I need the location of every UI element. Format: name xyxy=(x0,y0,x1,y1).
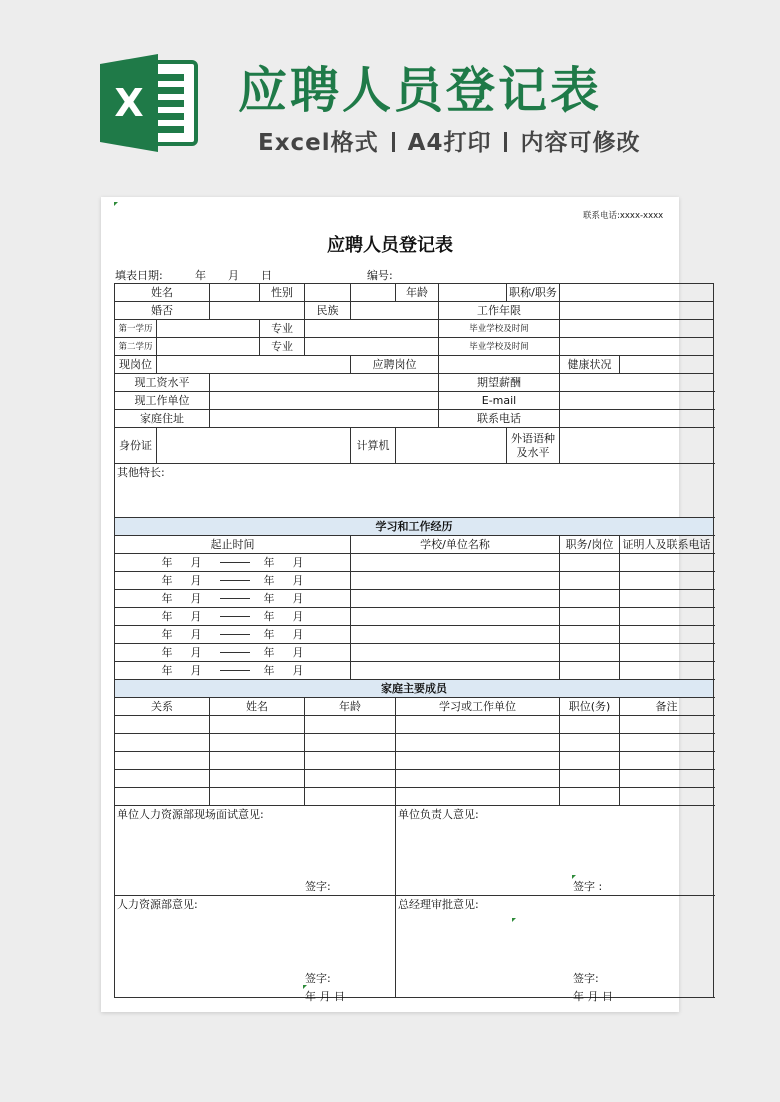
signature-label-hr-dept: 签字: xyxy=(305,972,331,985)
label-ethnicity: 民族 xyxy=(305,302,351,320)
end-month: 月 xyxy=(292,573,304,587)
end-year: 年 xyxy=(263,645,275,659)
label-contact-phone: 联系电话 xyxy=(439,410,560,428)
start-month: 月 xyxy=(190,609,202,623)
value-marital[interactable] xyxy=(210,302,305,320)
value-school-time-1[interactable] xyxy=(560,320,714,338)
label-title-position: 职称/职务 xyxy=(507,284,560,302)
end-year: 年 xyxy=(263,663,275,677)
header-period: 起止时间 xyxy=(115,536,351,554)
start-month: 月 xyxy=(190,555,202,569)
study-post-cell[interactable] xyxy=(560,644,620,662)
other-skills-field[interactable] xyxy=(115,464,714,518)
end-year: 年 xyxy=(263,627,275,641)
label-major-2: 专业 xyxy=(260,338,305,356)
fill-date-label: 填表日期: xyxy=(115,269,163,282)
family-row xyxy=(115,734,714,752)
family-row xyxy=(115,716,714,734)
start-month: 月 xyxy=(190,627,202,641)
study-period-cell[interactable] xyxy=(115,554,351,572)
study-rows xyxy=(115,554,714,680)
label-email: E-mail xyxy=(439,392,560,410)
end-month: 月 xyxy=(292,645,304,659)
family-position-cell[interactable] xyxy=(560,734,620,752)
study-period-cell[interactable] xyxy=(115,590,351,608)
study-period-cell[interactable] xyxy=(115,626,351,644)
label-gm-approval: 总经理审批意见: xyxy=(398,898,479,911)
study-school-cell[interactable] xyxy=(351,590,560,608)
family-unit-cell[interactable] xyxy=(396,770,560,788)
family-position-cell[interactable] xyxy=(560,788,620,806)
study-row xyxy=(115,608,714,626)
study-post-cell[interactable] xyxy=(560,608,620,626)
header-member-unit: 学习或工作单位 xyxy=(396,698,560,716)
study-reference-cell[interactable] xyxy=(620,626,714,644)
label-unit-head: 单位负责人意见: xyxy=(398,808,479,821)
label-current-post: 现岗位 xyxy=(115,356,157,374)
template-banner xyxy=(0,0,780,200)
label-name: 姓名 xyxy=(115,284,210,302)
study-reference-cell[interactable] xyxy=(620,590,714,608)
period-dash xyxy=(220,616,250,617)
family-age-cell[interactable] xyxy=(305,770,396,788)
family-row xyxy=(115,770,714,788)
cell-comment-marker xyxy=(572,875,576,879)
period-dash xyxy=(220,670,250,671)
print-label: A4打印 xyxy=(407,130,492,156)
label-first-degree: 第一学历 xyxy=(115,320,157,338)
value-expected-salary[interactable] xyxy=(560,374,714,392)
value-ethnicity[interactable] xyxy=(351,302,439,320)
label-work-years: 工作年限 xyxy=(439,302,560,320)
start-year: 年 xyxy=(161,609,173,623)
editable-label: 内容可修改 xyxy=(520,130,641,156)
study-post-cell[interactable] xyxy=(560,572,620,590)
value-gender[interactable] xyxy=(305,284,351,302)
family-notes-cell[interactable] xyxy=(620,752,714,770)
value-title-position[interactable] xyxy=(560,284,714,302)
end-year: 年 xyxy=(263,591,275,605)
end-month: 月 xyxy=(292,663,304,677)
banner-title: 应聘人员登记表 xyxy=(238,62,603,119)
value-school-time-2[interactable] xyxy=(560,338,714,356)
family-name-cell[interactable] xyxy=(210,770,305,788)
study-school-cell[interactable] xyxy=(351,572,560,590)
value-address[interactable] xyxy=(210,410,439,428)
value-age-blank[interactable] xyxy=(351,284,396,302)
label-second-degree: 第二学历 xyxy=(115,338,157,356)
header-post: 职务/岗位 xyxy=(560,536,620,554)
study-post-cell[interactable] xyxy=(560,626,620,644)
value-first-degree[interactable] xyxy=(157,320,260,338)
signature-label-unit-head: 签字 : xyxy=(573,880,603,893)
value-current-salary[interactable] xyxy=(210,374,439,392)
family-relation-cell[interactable] xyxy=(115,770,210,788)
study-row xyxy=(115,626,714,644)
family-unit-cell[interactable] xyxy=(396,788,560,806)
value-major-2[interactable] xyxy=(305,338,439,356)
value-health[interactable] xyxy=(620,356,714,374)
label-school-time-2: 毕业学校及时间 xyxy=(439,338,560,356)
family-relation-cell[interactable] xyxy=(115,716,210,734)
header-member-notes: 备注 xyxy=(620,698,714,716)
period-dash xyxy=(220,598,250,599)
family-notes-cell[interactable] xyxy=(620,788,714,806)
hr-dept-opinion[interactable] xyxy=(115,896,396,998)
label-school-time-1: 毕业学校及时间 xyxy=(439,320,560,338)
start-year: 年 xyxy=(161,645,173,659)
study-reference-cell[interactable] xyxy=(620,644,714,662)
value-age[interactable] xyxy=(439,284,507,302)
logo-letter: X xyxy=(114,81,144,125)
date-label-hr-dept: 年 月 日 xyxy=(305,990,345,1003)
period-dash xyxy=(220,580,250,581)
family-unit-cell[interactable] xyxy=(396,716,560,734)
language-label-line-2: 及水平 xyxy=(516,445,550,459)
start-month: 月 xyxy=(190,663,202,677)
form-sheet xyxy=(101,197,711,1012)
label-language xyxy=(507,428,560,464)
value-second-degree[interactable] xyxy=(157,338,260,356)
label-health: 健康状况 xyxy=(560,356,620,374)
label-id-card: 身份证 xyxy=(115,428,157,464)
language-label-line-1: 外语语种 xyxy=(511,431,555,445)
family-name-cell[interactable] xyxy=(210,752,305,770)
label-hr-interview: 单位人力资源部现场面试意见: xyxy=(117,808,264,821)
family-unit-cell[interactable] xyxy=(396,734,560,752)
value-name[interactable] xyxy=(210,284,260,302)
end-year: 年 xyxy=(263,555,275,569)
excel-logo-icon xyxy=(100,54,200,152)
family-name-cell[interactable] xyxy=(210,734,305,752)
divider xyxy=(392,132,395,152)
registration-form-table xyxy=(114,283,714,998)
divider xyxy=(504,132,507,152)
contact-phone-header: 联系电话:xxxx-xxxx xyxy=(583,211,664,221)
cell-comment-marker xyxy=(114,202,118,206)
year-label: 年 xyxy=(195,269,206,282)
signature-label-hr-interview: 签字: xyxy=(305,880,331,893)
family-name-cell[interactable] xyxy=(210,788,305,806)
study-reference-cell[interactable] xyxy=(620,554,714,572)
end-month: 月 xyxy=(292,555,304,569)
study-school-cell[interactable] xyxy=(351,662,560,680)
label-other-skills: 其他特长: xyxy=(117,466,165,479)
end-year: 年 xyxy=(263,609,275,623)
family-name-cell[interactable] xyxy=(210,716,305,734)
cell-comment-marker xyxy=(512,918,516,922)
study-school-cell[interactable] xyxy=(351,644,560,662)
family-relation-cell[interactable] xyxy=(115,752,210,770)
value-contact-phone[interactable] xyxy=(560,410,714,428)
end-year: 年 xyxy=(263,573,275,587)
start-year: 年 xyxy=(161,591,173,605)
format-label: Excel格式 xyxy=(258,130,379,156)
start-year: 年 xyxy=(161,573,173,587)
start-month: 月 xyxy=(190,591,202,605)
family-relation-cell[interactable] xyxy=(115,734,210,752)
number-label: 编号: xyxy=(367,269,393,282)
family-row xyxy=(115,752,714,770)
period-dash xyxy=(220,562,250,563)
study-reference-cell[interactable] xyxy=(620,662,714,680)
family-position-cell[interactable] xyxy=(560,716,620,734)
unit-head-opinion[interactable] xyxy=(396,806,714,896)
label-applied-post: 应聘岗位 xyxy=(351,356,439,374)
end-month: 月 xyxy=(292,591,304,605)
family-unit-cell[interactable] xyxy=(396,752,560,770)
study-school-cell[interactable] xyxy=(351,626,560,644)
header-member-name: 姓名 xyxy=(210,698,305,716)
value-email[interactable] xyxy=(560,392,714,410)
start-month: 月 xyxy=(190,573,202,587)
label-expected-salary: 期望薪酬 xyxy=(439,374,560,392)
end-month: 月 xyxy=(292,627,304,641)
cell-comment-marker xyxy=(303,985,307,989)
month-label: 月 xyxy=(228,269,239,282)
label-marital: 婚否 xyxy=(115,302,210,320)
family-position-cell[interactable] xyxy=(560,770,620,788)
study-period-cell[interactable] xyxy=(115,572,351,590)
hr-interview-opinion[interactable] xyxy=(115,806,396,896)
study-post-cell[interactable] xyxy=(560,554,620,572)
study-work-section-title: 学习和工作经历 xyxy=(115,518,714,536)
period-dash xyxy=(220,652,250,653)
study-period-cell[interactable] xyxy=(115,608,351,626)
start-year: 年 xyxy=(161,663,173,677)
label-gender: 性别 xyxy=(260,284,305,302)
family-notes-cell[interactable] xyxy=(620,716,714,734)
value-id-card[interactable] xyxy=(157,428,351,464)
study-school-cell[interactable] xyxy=(351,554,560,572)
study-school-cell[interactable] xyxy=(351,608,560,626)
study-reference-cell[interactable] xyxy=(620,608,714,626)
label-current-salary: 现工资水平 xyxy=(115,374,210,392)
label-major-1: 专业 xyxy=(260,320,305,338)
family-position-cell[interactable] xyxy=(560,752,620,770)
period-dash xyxy=(220,634,250,635)
header-member-position: 职位(务) xyxy=(560,698,620,716)
start-year: 年 xyxy=(161,627,173,641)
study-row xyxy=(115,644,714,662)
family-notes-cell[interactable] xyxy=(620,734,714,752)
study-period-cell[interactable] xyxy=(115,662,351,680)
study-row xyxy=(115,554,714,572)
value-language[interactable] xyxy=(560,428,714,464)
study-row xyxy=(115,662,714,680)
value-computer[interactable] xyxy=(396,428,507,464)
start-month: 月 xyxy=(190,645,202,659)
header-reference: 证明人及联系电话 xyxy=(620,536,714,554)
signature-label-gm: 签字: xyxy=(573,972,599,985)
value-current-post[interactable] xyxy=(157,356,351,374)
family-section-title: 家庭主要成员 xyxy=(115,680,714,698)
form-title: 应聘人员登记表 xyxy=(327,235,453,256)
day-label: 日 xyxy=(261,269,272,282)
family-age-cell[interactable] xyxy=(305,752,396,770)
header-relation: 关系 xyxy=(115,698,210,716)
study-post-cell[interactable] xyxy=(560,662,620,680)
label-address: 家庭住址 xyxy=(115,410,210,428)
header-school-unit: 学校/单位名称 xyxy=(351,536,560,554)
start-year: 年 xyxy=(161,555,173,569)
date-label-gm: 年 月 日 xyxy=(573,990,613,1003)
study-row xyxy=(115,590,714,608)
banner-subtitle xyxy=(258,124,640,157)
family-age-cell[interactable] xyxy=(305,734,396,752)
gm-approval-opinion[interactable] xyxy=(396,896,714,998)
end-month: 月 xyxy=(292,609,304,623)
family-relation-cell[interactable] xyxy=(115,788,210,806)
value-work-years[interactable] xyxy=(560,302,714,320)
study-reference-cell[interactable] xyxy=(620,572,714,590)
label-age: 年龄 xyxy=(396,284,439,302)
value-current-employer[interactable] xyxy=(210,392,439,410)
label-computer: 计算机 xyxy=(351,428,396,464)
family-row xyxy=(115,788,714,806)
study-period-cell[interactable] xyxy=(115,644,351,662)
study-row xyxy=(115,572,714,590)
family-age-cell[interactable] xyxy=(305,788,396,806)
family-age-cell[interactable] xyxy=(305,716,396,734)
family-notes-cell[interactable] xyxy=(620,770,714,788)
label-current-employer: 现工作单位 xyxy=(115,392,210,410)
value-applied-post[interactable] xyxy=(439,356,560,374)
header-member-age: 年龄 xyxy=(305,698,396,716)
study-post-cell[interactable] xyxy=(560,590,620,608)
family-rows xyxy=(115,716,714,806)
label-hr-dept: 人力资源部意见: xyxy=(117,898,198,911)
value-major-1[interactable] xyxy=(305,320,439,338)
